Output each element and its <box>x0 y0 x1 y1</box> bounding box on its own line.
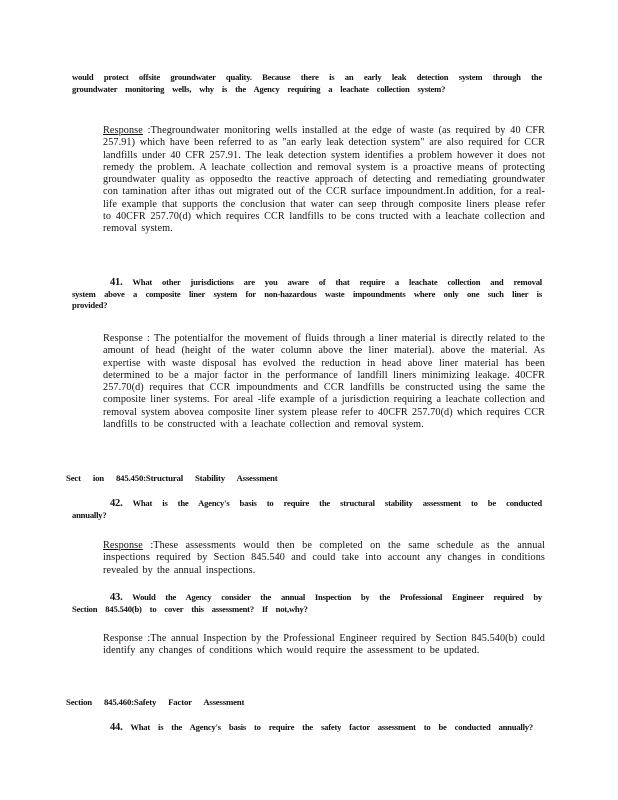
question-42 <box>72 498 542 521</box>
response-paragraph <box>103 333 545 431</box>
question-fragment: would protect offsite groundwater quality. Because there is an early leak detection system through the groundwater monitoring wells, why is the Agency requiring a leachate collection system? <box>72 72 542 94</box>
question-43 <box>72 592 542 615</box>
section-heading: Sect ion 845.450:Structural Stability Assessment <box>66 473 278 483</box>
response-paragraph <box>103 633 545 658</box>
question-text: What is the Agency's basis to require the safety factor assessment to be conducted annually? <box>122 722 533 732</box>
question-41 <box>72 277 542 312</box>
response-paragraph <box>103 125 545 236</box>
response-text: :Thegroundwater monitoring wells installed at the edge of waste (as required by 40 CFR 257.91) which have been referred to as "an early leak detection system" are also required for CCR landfills under 40 CFR 257.91. The leak detection system identifies a problem however it does not remedy the problem. A leachate collection and removal system is a proactive means of protecting groundwater quality as opposedto the reactive approach of detecting and remediating groundwater con tamination after ithas out migrated out of the CCR surface impoundment.In addition, for a real- life example that supports the conclusion that water can seep through composite liners please refer to 40CFR 257.70(d) which requires CCR landfills to be cons tructed with a leachate collection and removal system. <box>103 125 545 235</box>
question-number: 41. <box>110 277 123 288</box>
question-number: 44. <box>110 722 123 733</box>
question-44 <box>72 722 542 734</box>
response-text: : The potentialfor the movement of fluids through a liner material is directly related to the amount of head (height of the water column above the liner material). above the material. As expertise with waste disposal has evolved the reduction in head above liner material has been determined to be a major factor in the performance of landfill liners minimizing leakage. 40CFR 257.70(d) requires that CCR impoundments and CCR landfills be constructed using the same the composite liner systems. For areal -life example of a jurisdiction requiring a leachate collection and removal system abovea composite liner system please refer to 40CFR 257.70(d) which requires CCR landfills to be constructed with a leachate collection and removal system. <box>103 333 545 431</box>
response-label: Response <box>103 633 143 644</box>
question-text: What other jurisdictions are you aware of that require a leachate collection and removal system above a composite liner system for non-hazardous waste impoundments where only one such liner is provided? <box>72 277 542 311</box>
response-text: :These assessments would then be completed on the same schedule as the annual inspections required by Section 845.540 and could take into account any changes in conditions revealed by the annual inspections. <box>103 540 545 576</box>
section-heading: Section 845.460:Safety Factor Assessment <box>66 697 245 707</box>
question-text: What is the Agency's basis to require the structural stability assessment to be conducted annually? <box>72 498 542 520</box>
response-label: Response <box>103 125 143 136</box>
response-label: Response <box>103 540 143 551</box>
question-number: 42. <box>110 498 123 509</box>
response-label: Response <box>103 333 143 344</box>
response-text: :The annual Inspection by the Professional Engineer required by Section 845.540(b) could identify any changes of conditions which would require the assessment to be updated. <box>103 633 545 657</box>
question-number: 43. <box>110 592 123 603</box>
question-text: Would the Agency consider the annual Inspection by the Professional Engineer required by Section 845.540(b) to cover this assessment? If not,why? <box>72 592 542 614</box>
response-paragraph <box>103 540 545 577</box>
